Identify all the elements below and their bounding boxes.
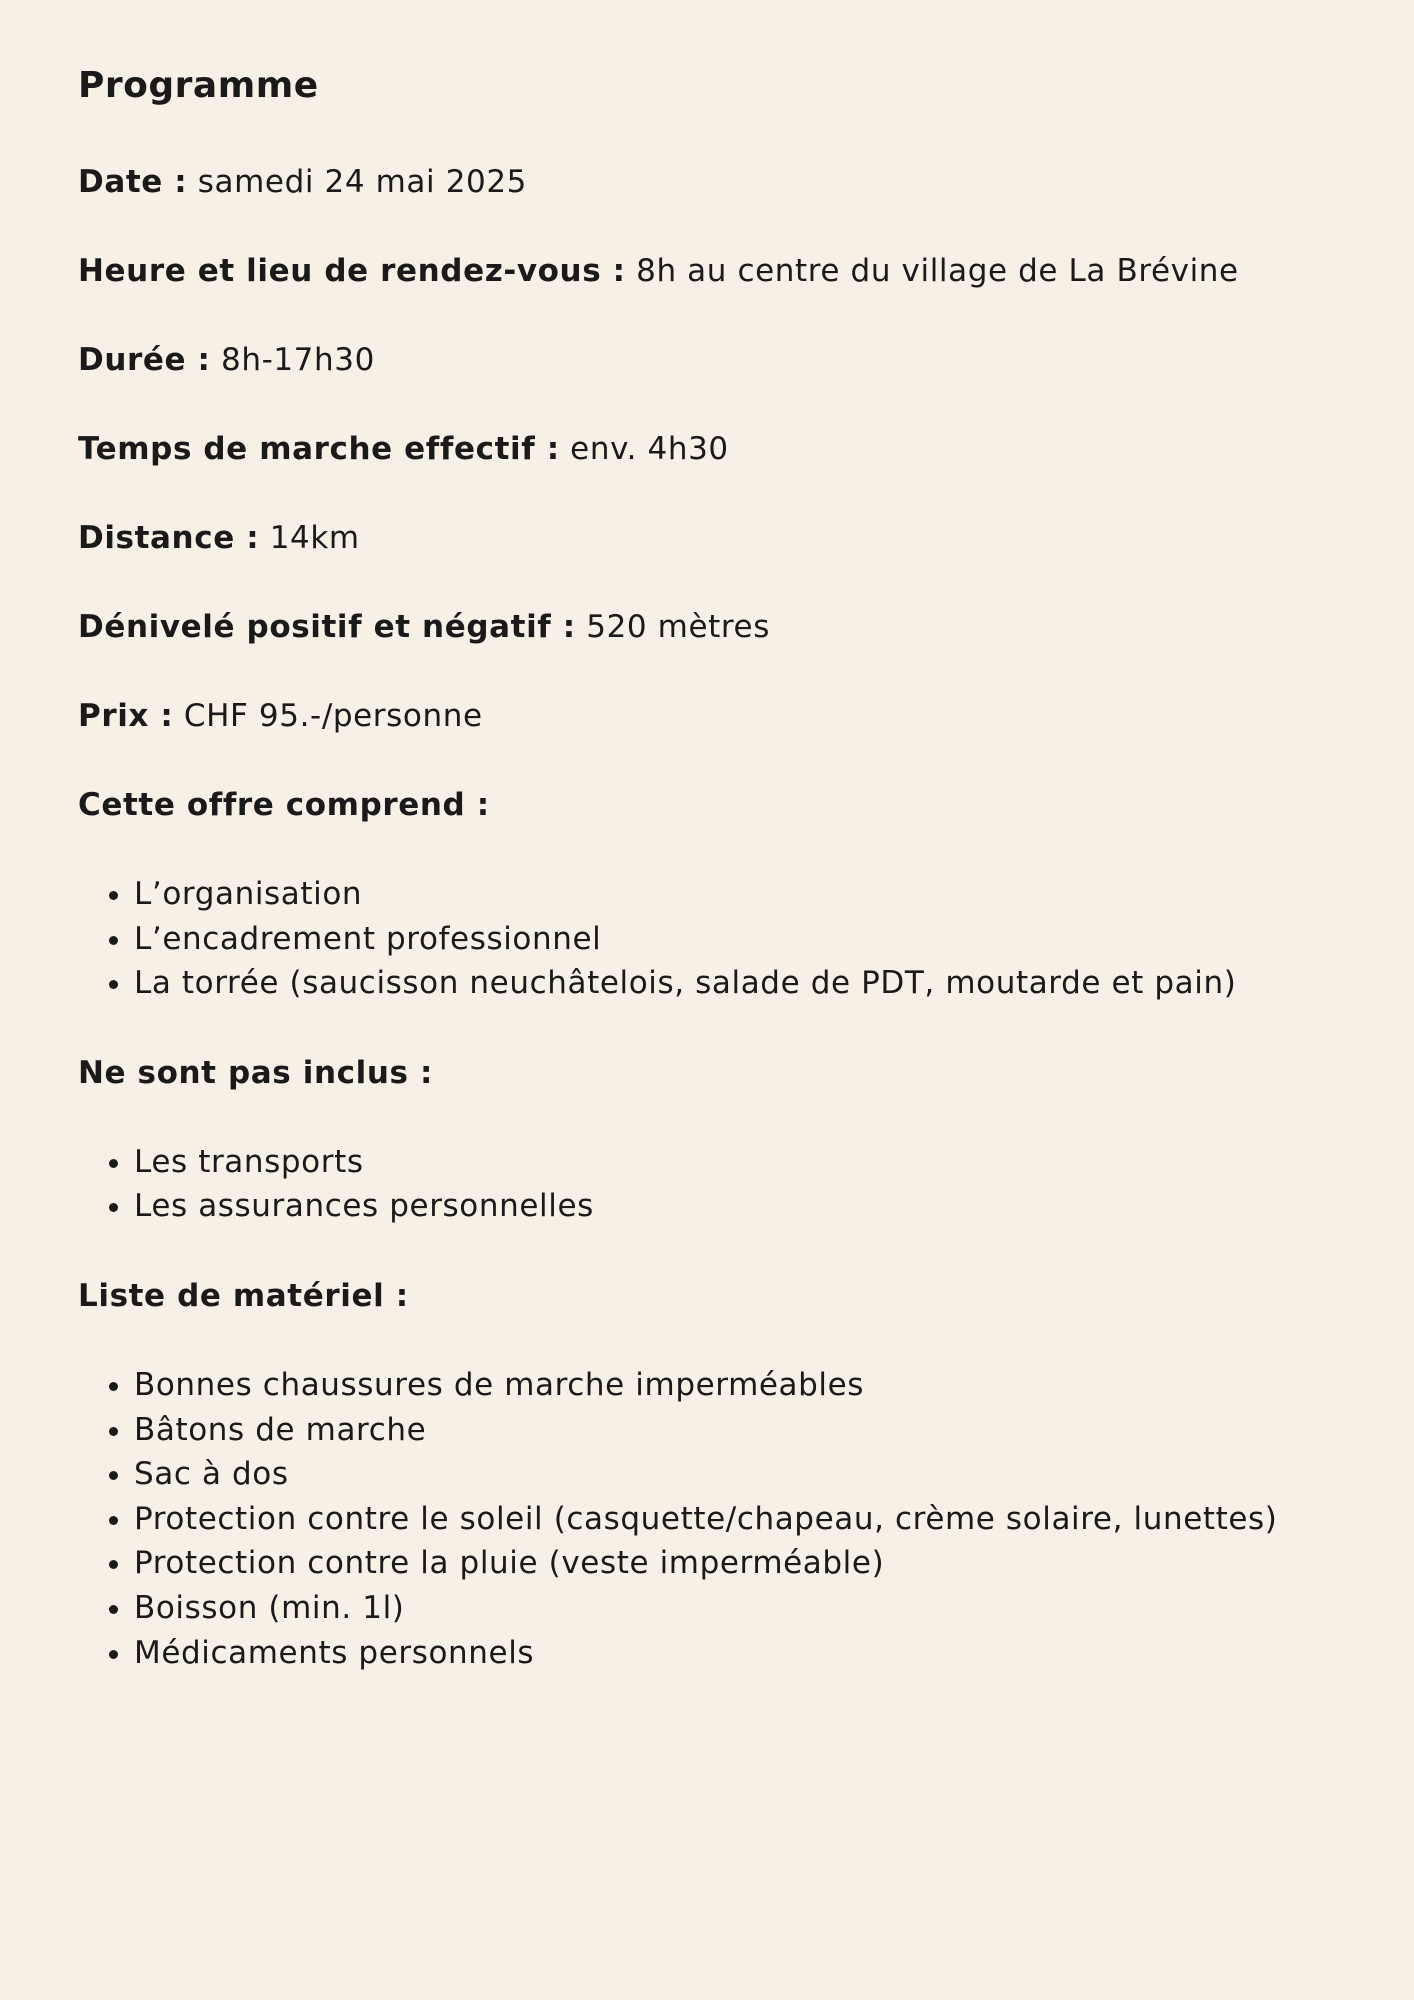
walking-time-line bbox=[78, 427, 1354, 471]
list-item: • Bonnes chaussures de marche imperméables bbox=[134, 1363, 1354, 1408]
elevation-value: 520 mètres bbox=[586, 609, 770, 645]
distance-line bbox=[78, 516, 1354, 560]
list-item: • Protection contre le soleil (casquette/chapeau, crème solaire, lunettes) bbox=[134, 1497, 1354, 1542]
walking-time-label: Temps de marche effectif : bbox=[78, 431, 560, 467]
included-list bbox=[78, 872, 1354, 1006]
meeting-line bbox=[78, 249, 1354, 293]
elevation-label: Dénivelé positif et négatif : bbox=[78, 609, 576, 645]
included-heading-line bbox=[78, 783, 1354, 827]
distance-value: 14km bbox=[269, 520, 360, 556]
date-value: samedi 24 mai 2025 bbox=[197, 164, 527, 200]
excluded-heading-line bbox=[78, 1051, 1354, 1095]
equipment-heading-line bbox=[78, 1274, 1354, 1318]
list-item: • Bâtons de marche bbox=[134, 1408, 1354, 1453]
walking-time-value: env. 4h30 bbox=[570, 431, 729, 467]
list-item: • Sac à dos bbox=[134, 1452, 1354, 1497]
excluded-list bbox=[78, 1140, 1354, 1229]
date-line bbox=[78, 160, 1354, 204]
list-item: • Protection contre la pluie (veste imperméable) bbox=[134, 1541, 1354, 1586]
list-item: • Boisson (min. 1l) bbox=[134, 1586, 1354, 1631]
duration-label: Durée : bbox=[78, 342, 211, 378]
distance-label: Distance : bbox=[78, 520, 260, 556]
included-heading: Cette offre comprend : bbox=[78, 787, 490, 823]
excluded-heading: Ne sont pas inclus : bbox=[78, 1054, 433, 1091]
list-item: • Médicaments personnels bbox=[134, 1631, 1354, 1676]
list-item: • La torrée (saucisson neuchâtelois, salade de PDT, moutarde et pain) bbox=[134, 961, 1354, 1006]
price-value: CHF 95.-/personne bbox=[183, 698, 483, 734]
price-label: Prix : bbox=[78, 698, 174, 734]
meeting-value: 8h au centre du village de La Brévine bbox=[636, 253, 1239, 289]
list-item: • L’encadrement professionnel bbox=[134, 917, 1354, 962]
list-item: • L’organisation bbox=[134, 872, 1354, 917]
meeting-label: Heure et lieu de rendez-vous : bbox=[78, 253, 626, 289]
duration-value: 8h-17h30 bbox=[221, 342, 375, 378]
list-item: • Les assurances personnelles bbox=[134, 1184, 1354, 1229]
list-item: • Les transports bbox=[134, 1140, 1354, 1185]
date-label: Date : bbox=[78, 164, 188, 200]
elevation-line bbox=[78, 605, 1354, 649]
price-line bbox=[78, 694, 1354, 738]
equipment-list bbox=[78, 1363, 1354, 1675]
equipment-heading: Liste de matériel : bbox=[78, 1277, 409, 1314]
duration-line bbox=[78, 338, 1354, 382]
page-title: Programme bbox=[78, 65, 319, 106]
